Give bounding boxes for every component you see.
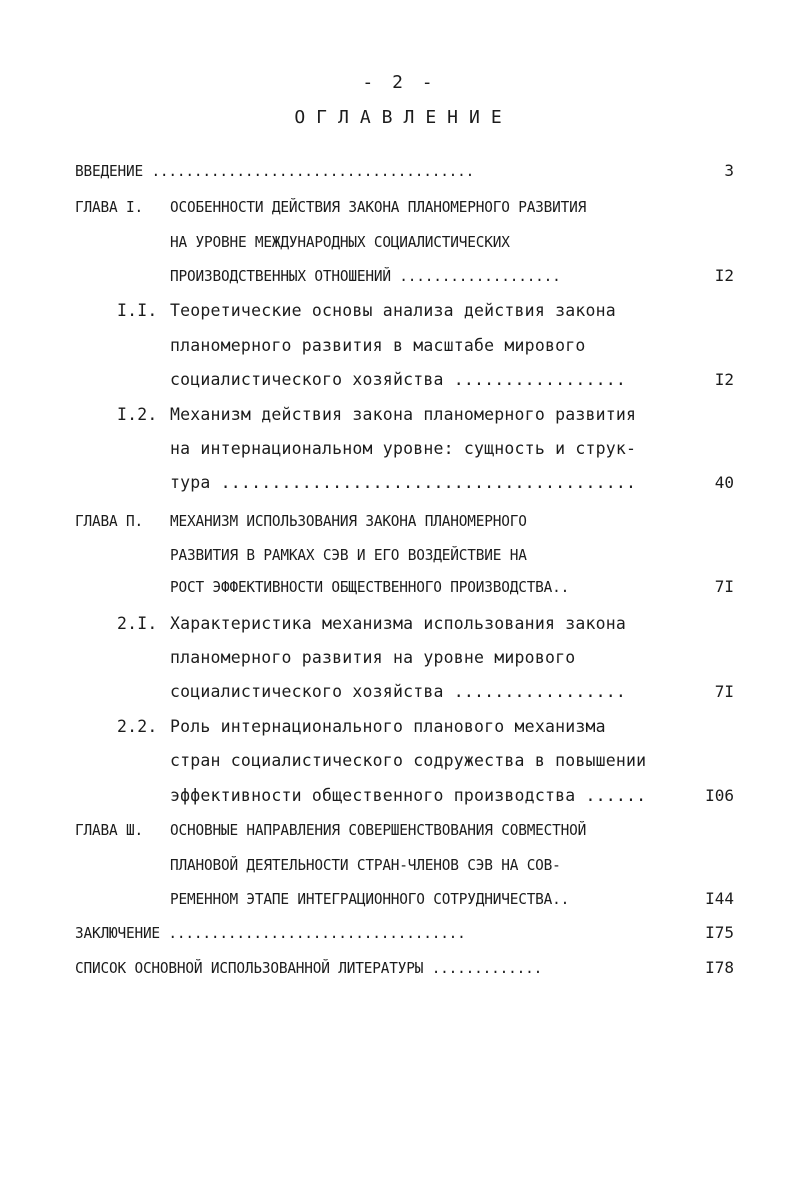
toc-ch3-line: ПЛАНОВОЙ ДЕЯТЕЛЬНОСТИ СТРАН-ЧЛЕНОВ СЭВ НА СОВ-: [170, 856, 561, 874]
toc-s2-2-line: стран социалистического содружества в повышении: [170, 751, 647, 770]
toc-s1-2-page: 40: [714, 473, 734, 492]
toc-s2-2-prefix: 2.2.: [117, 717, 158, 736]
toc-entry-intro: [75, 161, 474, 181]
toc-ch3-prefix: ГЛАВА Ш.: [75, 821, 143, 839]
toc-entry-conclusion: [75, 923, 466, 943]
toc-ch2-prefix: ГЛАВА П.: [75, 512, 143, 530]
toc-s2-2-page: I06: [705, 786, 734, 805]
toc-s1-1-line: социалистического хозяйства .................: [170, 370, 627, 389]
toc-s1-1-line: планомерного развития в масштабе мирового: [170, 336, 586, 355]
toc-bibliography-label: СПИСОК ОСНОВНОЙ ИСПОЛЬЗОВАННОЙ ЛИТЕРАТУРЫ: [75, 959, 424, 977]
toc-s1-2-line: тура .........................................: [170, 473, 637, 492]
toc-bibliography-leader: .............: [423, 959, 543, 977]
toc-ch2-line: РАЗВИТИЯ В РАМКАХ СЭВ И ЕГО ВОЗДЕЙСТВИЕ НА: [170, 546, 527, 564]
toc-s2-1-line: Характеристика механизма использования закона: [170, 614, 627, 633]
toc-ch3-line: ОСНОВНЫЕ НАПРАВЛЕНИЯ СОВЕРШЕНСТВОВАНИЯ СОВМЕСТНОЙ: [170, 821, 587, 839]
toc-ch1-line: ОСОБЕННОСТИ ДЕЙСТВИЯ ЗАКОНА ПЛАНОМЕРНОГО РАЗВИТИЯ: [170, 198, 587, 216]
toc-ch2-line: РОСТ ЭФФЕКТИВНОСТИ ОБЩЕСТВЕННОГО ПРОИЗВОДСТВА..: [170, 578, 570, 596]
toc-s2-2-line: эффективности общественного производства ......: [170, 786, 647, 805]
toc-s2-2-line: Роль интернационального планового механизма: [170, 717, 606, 736]
page-number: - 2 -: [362, 72, 437, 93]
toc-intro-leader: ......................................: [142, 162, 475, 180]
toc-s2-1-prefix: 2.I.: [117, 614, 158, 633]
toc-s1-1-line: Теоретические основы анализа действия закона: [170, 301, 616, 320]
toc-conclusion-label: ЗАКЛЮЧЕНИЕ: [75, 924, 160, 942]
toc-s2-1-line: социалистического хозяйства .................: [170, 682, 627, 701]
toc-ch2-line: МЕХАНИЗМ ИСПОЛЬЗОВАНИЯ ЗАКОНА ПЛАНОМЕРНОГО: [170, 512, 527, 530]
toc-conclusion-page: I75: [705, 923, 734, 942]
toc-intro-label: ВВЕДЕНИЕ: [75, 162, 143, 180]
toc-entry-bibliography: [75, 958, 542, 978]
toc-ch1-page: I2: [714, 266, 734, 285]
toc-s1-1-page: I2: [714, 370, 734, 389]
toc-s1-2-prefix: I.2.: [117, 405, 158, 424]
toc-s1-2-line: Механизм действия закона планомерного развития: [170, 405, 637, 424]
toc-ch3-page: I44: [705, 889, 734, 908]
page-title: ОГЛАВЛЕНИЕ: [294, 107, 513, 128]
toc-s2-1-line: планомерного развития на уровне мирового: [170, 648, 576, 667]
toc-ch1-line: НА УРОВНЕ МЕЖДУНАРОДНЫХ СОЦИАЛИСТИЧЕСКИХ: [170, 233, 510, 251]
toc-ch1-line: ПРОИЗВОДСТВЕННЫХ ОТНОШЕНИЙ ...................: [170, 267, 561, 285]
toc-s1-1-prefix: I.I.: [117, 301, 158, 320]
toc-s1-2-line: на интернациональном уровне: сущность и струк-: [170, 439, 637, 458]
toc-bibliography-page: I78: [705, 958, 734, 977]
toc-intro-page: 3: [724, 161, 734, 180]
toc-ch2-page: 7I: [714, 577, 734, 596]
toc-ch3-line: РЕМЕННОМ ЭТАПЕ ИНТЕГРАЦИОННОГО СОТРУДНИЧЕСТВА..: [170, 890, 570, 908]
toc-conclusion-leader: ...................................: [159, 924, 466, 942]
toc-s2-1-page: 7I: [714, 682, 734, 701]
toc-ch1-prefix: ГЛАВА I.: [75, 198, 143, 216]
